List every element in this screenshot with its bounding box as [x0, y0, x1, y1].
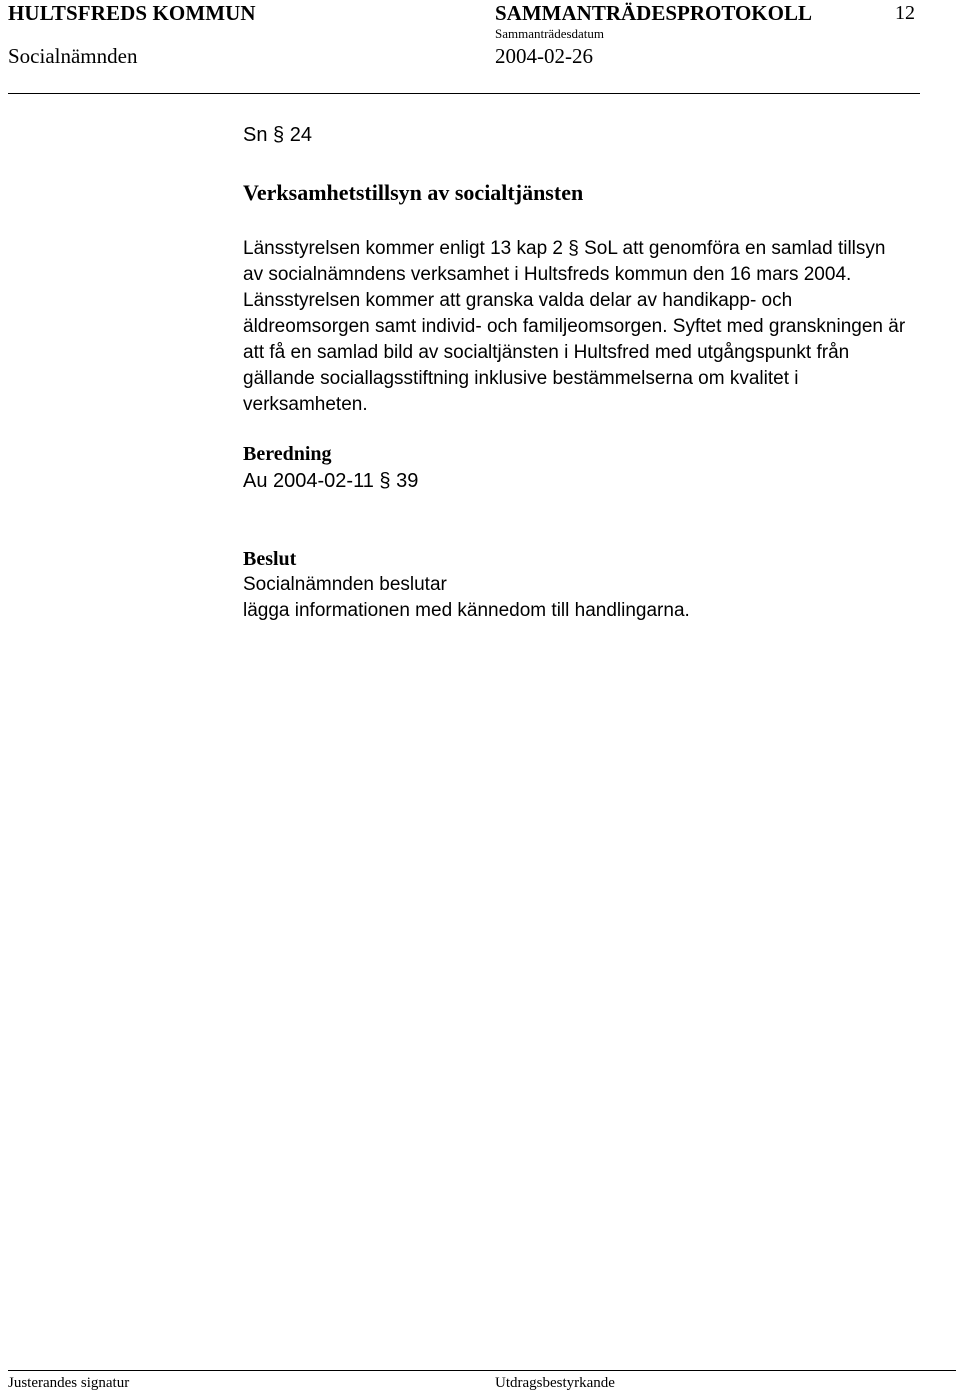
body-paragraph [243, 236, 960, 418]
signature-label: Justerandes signatur [8, 1375, 130, 1391]
meeting-date: 2004-02-26 [495, 44, 593, 68]
paragraph-line: Länsstyrelsen kommer att granska valda delar av handikapp- och [243, 290, 793, 311]
beslut-line: lägga informationen med kännedom till handlingarna. [243, 600, 690, 621]
beredning-heading: Beredning [243, 443, 332, 465]
document-type: SAMMANTRÄDESPROTOKOLL [495, 1, 812, 25]
footer-divider [8, 1370, 956, 1371]
paragraph-line: verksamheten. [243, 394, 368, 415]
paragraph-line: Länsstyrelsen kommer enligt 13 kap 2 § SoL att genomföra en samlad tillsyn [243, 238, 886, 259]
beredning-reference: Au 2004-02-11 § 39 [243, 470, 419, 492]
organization-name: HULTSFREDS KOMMUN [8, 1, 256, 25]
beslut-line: Socialnämnden beslutar [243, 574, 447, 595]
extract-label: Utdragsbestyrkande [495, 1375, 615, 1391]
committee-name: Socialnämnden [8, 44, 138, 68]
page-number: 12 [895, 2, 915, 24]
meeting-date-label: Sammanträdesdatum [495, 26, 605, 41]
section-number: Sn § 24 [243, 124, 312, 146]
beslut-heading: Beslut [243, 548, 297, 570]
paragraph-line: äldreomsorgen samt individ- och familjeomsorgen. Syftet med granskningen är [243, 316, 906, 337]
paragraph-line: att få en samlad bild av socialtjänsten i Hultsfred med utgångspunkt från [243, 342, 850, 363]
header-divider [8, 93, 920, 94]
paragraph-line: av socialnämndens verksamhet i Hultsfreds kommun den 16 mars 2004. [243, 264, 852, 285]
page-title: Verksamhetstillsyn av socialtjänsten [243, 180, 584, 205]
paragraph-line: gällande sociallagsstiftning inklusive bestämmelserna om kvalitet i [243, 368, 799, 389]
